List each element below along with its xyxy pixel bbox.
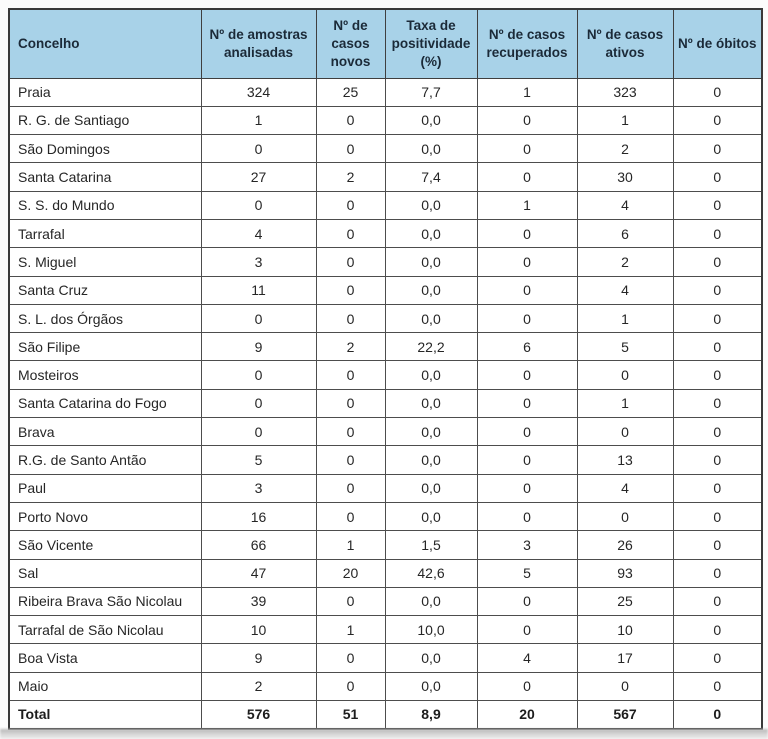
value-cell: 0,0 [385,587,477,615]
value-cell: 0 [673,191,762,219]
concelho-cell: Total [9,701,201,729]
value-cell: 0,0 [385,474,477,502]
value-cell: 4 [577,474,673,502]
value-cell: 22,2 [385,333,477,361]
value-cell: 0,0 [385,389,477,417]
concelho-cell: Santa Cruz [9,276,201,304]
value-cell: 39 [201,587,316,615]
value-cell: 0 [477,616,577,644]
value-cell: 0 [201,361,316,389]
value-cell: 66 [201,531,316,559]
table-row [9,191,762,219]
value-cell: 0,0 [385,248,477,276]
value-cell: 0 [673,135,762,163]
concelho-cell: Santa Catarina [9,163,201,191]
value-cell: 2 [201,672,316,700]
value-cell: 0,0 [385,644,477,672]
value-cell: 2 [316,333,385,361]
table-row [9,502,762,530]
value-cell: 4 [577,191,673,219]
value-cell: 0 [201,135,316,163]
value-cell: 0 [673,106,762,134]
table-row [9,219,762,247]
table-row [9,106,762,134]
value-cell: 0 [316,219,385,247]
concelho-cell: São Filipe [9,333,201,361]
value-cell: 13 [577,446,673,474]
value-cell: 567 [577,701,673,729]
value-cell: 0 [673,559,762,587]
value-cell: 25 [316,78,385,106]
value-cell: 0 [673,389,762,417]
value-cell: 51 [316,701,385,729]
column-header-amostras-analisadas: Nº de amostras analisadas [201,9,316,78]
value-cell: 6 [477,333,577,361]
concelho-cell: Mosteiros [9,361,201,389]
value-cell: 1 [201,106,316,134]
table-row [9,276,762,304]
value-cell: 10 [577,616,673,644]
value-cell: 0 [316,135,385,163]
value-cell: 25 [577,587,673,615]
value-cell: 9 [201,644,316,672]
value-cell: 4 [577,276,673,304]
value-cell: 0,0 [385,672,477,700]
value-cell: 10,0 [385,616,477,644]
value-cell: 7,4 [385,163,477,191]
value-cell: 0 [477,672,577,700]
covid-municipality-table [8,8,763,730]
value-cell: 0 [201,191,316,219]
table-row [9,135,762,163]
value-cell: 1,5 [385,531,477,559]
value-cell: 0 [673,333,762,361]
value-cell: 0 [477,276,577,304]
concelho-cell: São Domingos [9,135,201,163]
value-cell: 0 [477,587,577,615]
column-header-casos-novos: Nº de casos novos [316,9,385,78]
value-cell: 0 [577,361,673,389]
value-cell: 0 [316,644,385,672]
value-cell: 6 [577,219,673,247]
value-cell: 0 [673,701,762,729]
value-cell: 0 [477,389,577,417]
value-cell: 0,0 [385,502,477,530]
table-row [9,248,762,276]
value-cell: 7,7 [385,78,477,106]
value-cell: 0 [673,219,762,247]
value-cell: 324 [201,78,316,106]
value-cell: 0 [316,389,385,417]
value-cell: 0,0 [385,191,477,219]
value-cell: 1 [577,304,673,332]
value-cell: 0 [316,587,385,615]
table-row [9,559,762,587]
table-row [9,644,762,672]
value-cell: 0 [201,418,316,446]
table-row [9,333,762,361]
value-cell: 0 [673,248,762,276]
value-cell: 0,0 [385,361,477,389]
table-row [9,672,762,700]
value-cell: 0 [673,672,762,700]
value-cell: 0 [316,304,385,332]
value-cell: 20 [316,559,385,587]
value-cell: 0 [477,502,577,530]
value-cell: 0,0 [385,418,477,446]
concelho-cell: Sal [9,559,201,587]
total-row [9,701,762,729]
value-cell: 1 [316,616,385,644]
concelho-cell: Praia [9,78,201,106]
value-cell: 0 [316,248,385,276]
concelho-cell: Maio [9,672,201,700]
value-cell: 20 [477,701,577,729]
value-cell: 2 [316,163,385,191]
value-cell: 0 [673,474,762,502]
value-cell: 0 [477,106,577,134]
value-cell: 0 [673,644,762,672]
value-cell: 0 [673,361,762,389]
concelho-cell: São Vicente [9,531,201,559]
concelho-cell: Brava [9,418,201,446]
value-cell: 0 [477,219,577,247]
value-cell: 3 [477,531,577,559]
value-cell: 0,0 [385,446,477,474]
value-cell: 0 [316,446,385,474]
value-cell: 0 [577,418,673,446]
value-cell: 0 [477,135,577,163]
value-cell: 1 [316,531,385,559]
value-cell: 0,0 [385,135,477,163]
concelho-cell: R.G. de Santo Antão [9,446,201,474]
table-row [9,474,762,502]
value-cell: 17 [577,644,673,672]
value-cell: 0 [673,446,762,474]
column-header-taxa-positividade: Taxa de positividade (%) [385,9,477,78]
concelho-cell: Paul [9,474,201,502]
value-cell: 11 [201,276,316,304]
value-cell: 0 [673,276,762,304]
table-row [9,163,762,191]
value-cell: 0 [673,418,762,446]
value-cell: 4 [201,219,316,247]
value-cell: 9 [201,333,316,361]
table-row [9,616,762,644]
value-cell: 0 [673,531,762,559]
value-cell: 5 [201,446,316,474]
value-cell: 2 [577,135,673,163]
value-cell: 0 [477,474,577,502]
value-cell: 0 [577,672,673,700]
table-row [9,446,762,474]
concelho-cell: R. G. de Santiago [9,106,201,134]
value-cell: 16 [201,502,316,530]
value-cell: 0 [316,106,385,134]
value-cell: 0,0 [385,219,477,247]
value-cell: 323 [577,78,673,106]
concelho-cell: Tarrafal de São Nicolau [9,616,201,644]
value-cell: 1 [477,191,577,219]
column-header-casos-ativos: Nº de casos ativos [577,9,673,78]
value-cell: 0,0 [385,304,477,332]
table-row [9,418,762,446]
page-bottom-shadow [0,729,768,739]
value-cell: 0 [316,276,385,304]
concelho-cell: Tarrafal [9,219,201,247]
table-row [9,361,762,389]
value-cell: 576 [201,701,316,729]
value-cell: 0,0 [385,276,477,304]
value-cell: 0 [673,502,762,530]
value-cell: 0 [477,248,577,276]
value-cell: 0 [201,389,316,417]
value-cell: 0 [477,446,577,474]
value-cell: 0 [316,474,385,502]
value-cell: 0 [673,616,762,644]
concelho-cell: Porto Novo [9,502,201,530]
value-cell: 0 [477,361,577,389]
value-cell: 1 [577,106,673,134]
concelho-cell: S. S. do Mundo [9,191,201,219]
value-cell: 5 [577,333,673,361]
value-cell: 0 [316,361,385,389]
value-cell: 1 [477,78,577,106]
value-cell: 0 [316,502,385,530]
value-cell: 27 [201,163,316,191]
value-cell: 0 [477,418,577,446]
concelho-cell: Boa Vista [9,644,201,672]
value-cell: 0 [316,418,385,446]
table-row [9,304,762,332]
value-cell: 0 [673,163,762,191]
value-cell: 0 [673,304,762,332]
value-cell: 0 [673,587,762,615]
table-row [9,531,762,559]
table-row [9,389,762,417]
value-cell: 0,0 [385,106,477,134]
value-cell: 0 [201,304,316,332]
value-cell: 8,9 [385,701,477,729]
value-cell: 3 [201,474,316,502]
value-cell: 0 [673,78,762,106]
column-header-casos-recuperados: Nº de casos recuperados [477,9,577,78]
header-row [9,9,762,78]
value-cell: 47 [201,559,316,587]
value-cell: 93 [577,559,673,587]
concelho-cell: Santa Catarina do Fogo [9,389,201,417]
concelho-cell: S. Miguel [9,248,201,276]
column-header-concelho: Concelho [9,9,201,78]
table-row [9,587,762,615]
value-cell: 4 [477,644,577,672]
concelho-cell: S. L. dos Órgãos [9,304,201,332]
value-cell: 2 [577,248,673,276]
value-cell: 0 [316,191,385,219]
column-header-obitos: Nº de óbitos [673,9,762,78]
concelho-cell: Ribeira Brava São Nicolau [9,587,201,615]
value-cell: 3 [201,248,316,276]
value-cell: 0 [477,163,577,191]
value-cell: 42,6 [385,559,477,587]
value-cell: 26 [577,531,673,559]
value-cell: 5 [477,559,577,587]
value-cell: 30 [577,163,673,191]
value-cell: 0 [477,304,577,332]
table-row [9,78,762,106]
value-cell: 1 [577,389,673,417]
value-cell: 0 [577,502,673,530]
value-cell: 0 [316,672,385,700]
value-cell: 10 [201,616,316,644]
